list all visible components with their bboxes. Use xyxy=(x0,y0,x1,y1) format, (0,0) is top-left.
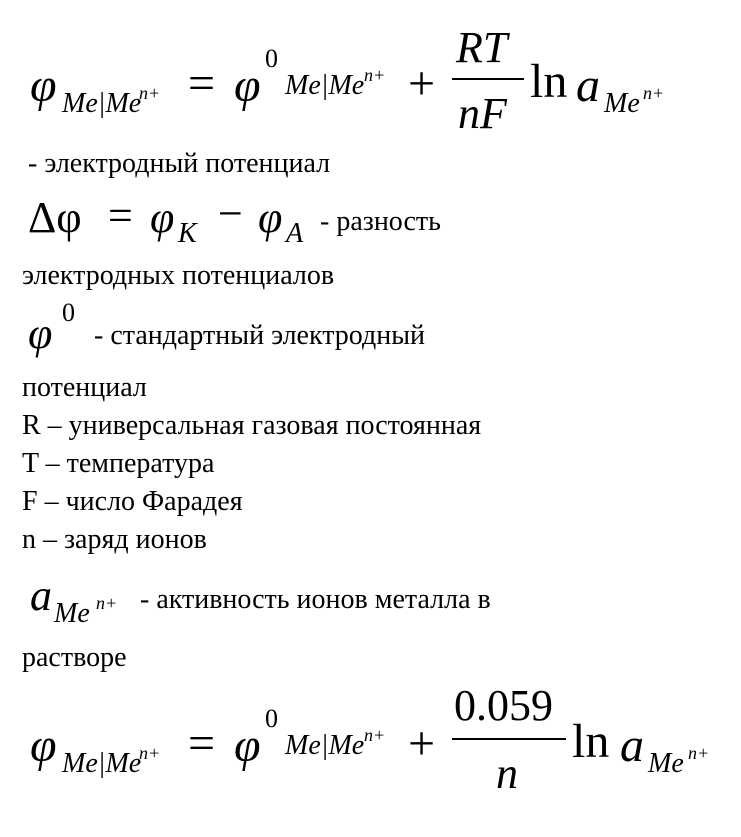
activity-superscript: n+ xyxy=(643,83,665,103)
equals-sign: = xyxy=(188,57,216,110)
zero-superscript: 0 xyxy=(265,704,278,733)
phi-k-symbol: φ xyxy=(150,193,175,242)
ln-operator: ln xyxy=(572,715,610,768)
activity-subscript: Me xyxy=(54,598,90,629)
fraction-denominator: nF xyxy=(458,89,507,138)
equals-sign: = xyxy=(108,191,133,240)
definition-r: R – универсальная газовая постоянная xyxy=(22,410,482,441)
ln-operator: ln xyxy=(530,55,568,108)
fraction-numerator: RT xyxy=(456,23,508,72)
definition-n: n – заряд ионов xyxy=(22,524,207,555)
zero-superscript: 0 xyxy=(62,298,75,327)
electrode-potentials-label: электродных потенциалов xyxy=(22,260,335,291)
phi-standard-symbol: φ xyxy=(234,719,261,772)
lhs-superscript: n+ xyxy=(139,83,161,103)
delta-phi-symbol: Δφ xyxy=(28,193,82,242)
plus-sign: + xyxy=(408,717,436,770)
activity-superscript: n+ xyxy=(96,593,118,613)
phi-standard-symbol: φ xyxy=(28,309,53,358)
fraction-denominator: n xyxy=(496,749,518,798)
fraction-bar xyxy=(452,78,524,80)
solution-label: растворе xyxy=(22,642,127,673)
lhs-superscript: n+ xyxy=(139,743,161,763)
potential-label: потенциал xyxy=(22,372,147,403)
difference-label: - разность xyxy=(320,206,441,237)
lhs-subscript: Me|Me xyxy=(62,748,142,779)
equals-sign: = xyxy=(188,717,216,770)
rhs-superscript: n+ xyxy=(364,65,386,85)
phi-standard-symbol: φ xyxy=(234,59,261,112)
fraction-bar xyxy=(452,738,566,740)
activity-subscript: Me xyxy=(604,88,640,119)
phi-symbol: φ xyxy=(30,59,57,112)
rhs-superscript: n+ xyxy=(364,725,386,745)
a-subscript: A xyxy=(286,218,304,249)
activity-symbol: a xyxy=(620,719,644,772)
definition-t: T – температура xyxy=(22,448,215,479)
rhs-subscript: Me|Me xyxy=(285,70,365,101)
activity-symbol: a xyxy=(576,59,600,112)
plus-sign: + xyxy=(408,57,436,110)
standard-potential-label: - стандартный электродный xyxy=(94,320,426,351)
rhs-subscript: Me|Me xyxy=(285,730,365,761)
activity-label: - активность ионов металла в xyxy=(140,584,491,615)
minus-sign: − xyxy=(218,189,243,238)
lhs-subscript: Me|Me xyxy=(62,88,142,119)
activity-subscript: Me xyxy=(648,748,684,779)
definition-f: F – число Фарадея xyxy=(22,486,243,517)
zero-superscript: 0 xyxy=(265,44,278,73)
phi-a-symbol: φ xyxy=(258,193,283,242)
fraction-numerator: 0.059 xyxy=(454,681,553,730)
phi-symbol: φ xyxy=(30,719,57,772)
activity-symbol: a xyxy=(30,571,52,620)
activity-superscript: n+ xyxy=(688,743,710,763)
electrode-potential-label: - электродный потенциал xyxy=(28,148,331,179)
k-subscript: K xyxy=(178,218,197,249)
